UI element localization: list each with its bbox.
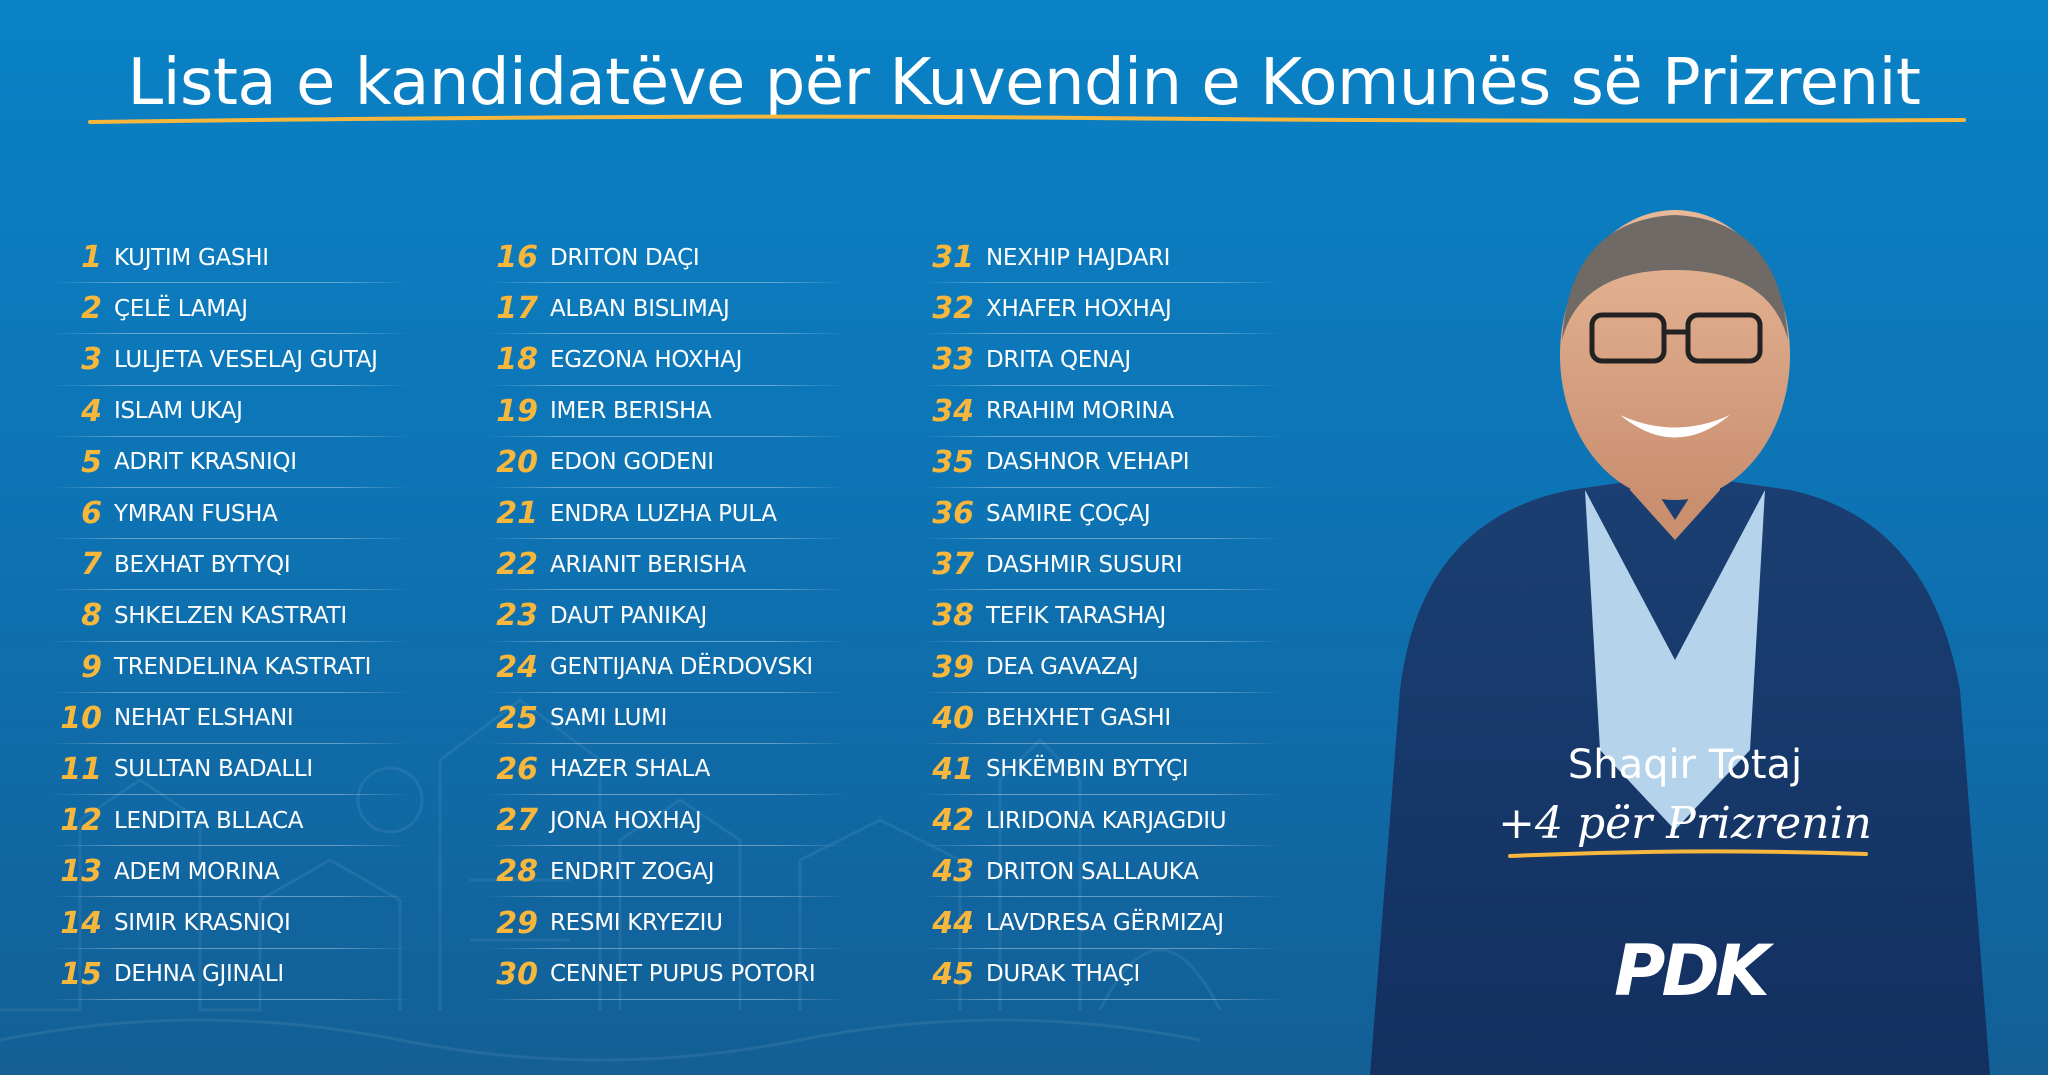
candidate-name-label: DEA GAVAZAJ <box>986 654 1139 681</box>
candidate-number: 36 <box>932 496 974 532</box>
candidate-number: 4 <box>81 393 102 429</box>
title-underline-swoosh <box>88 108 1968 130</box>
candidate-number: 45 <box>932 956 974 992</box>
candidate-row <box>922 693 1282 744</box>
candidate-number: 42 <box>932 803 974 839</box>
candidate-row <box>486 539 846 590</box>
candidate-name-label: HAZER SHALA <box>550 756 711 783</box>
candidate-number: 35 <box>932 444 974 480</box>
candidate-number: 19 <box>496 393 538 429</box>
candidate-number: 31 <box>932 240 974 276</box>
candidate-row <box>486 232 846 283</box>
candidate-name-label: DASHMIR SUSURI <box>986 551 1183 578</box>
candidate-row <box>50 539 410 590</box>
candidate-number: 33 <box>932 342 974 378</box>
candidate-number: 22 <box>496 547 538 583</box>
candidate-row <box>486 283 846 334</box>
candidate-name-label: DRITA QENAJ <box>986 346 1131 373</box>
candidate-row <box>922 488 1282 539</box>
candidate-row <box>50 283 410 334</box>
candidate-name-label: LULJETA VESELAJ GUTAJ <box>114 346 378 373</box>
candidate-number: 40 <box>932 700 974 736</box>
candidate-number: 11 <box>60 751 102 787</box>
candidate-row <box>50 232 410 283</box>
candidate-name-label: ADRIT KRASNIQI <box>114 449 297 476</box>
candidate-number: 44 <box>932 905 974 941</box>
pdk-logo: PDK <box>1614 930 1766 1012</box>
candidate-row <box>50 488 410 539</box>
candidate-name-label: LENDITA BLLACA <box>114 807 304 834</box>
candidate-name-label: DAUT PANIKAJ <box>550 602 707 629</box>
candidate-name-label: DASHNOR VEHAPI <box>986 449 1190 476</box>
candidate-number: 27 <box>496 803 538 839</box>
candidate-row <box>922 334 1282 385</box>
candidate-number: 25 <box>496 700 538 736</box>
candidate-number: 41 <box>932 751 974 787</box>
candidate-name-label: JONA HOXHAJ <box>550 807 702 834</box>
candidate-name-label: RESMI KRYEZIU <box>550 910 723 937</box>
candidate-row <box>486 795 846 846</box>
candidate-name-label: NEHAT ELSHANI <box>114 705 294 732</box>
candidate-name-label: KUJTIM GASHI <box>114 244 269 271</box>
candidate-row <box>922 897 1282 948</box>
candidate-column-2 <box>486 232 846 1000</box>
candidate-number: 10 <box>60 700 102 736</box>
candidate-name-label: ALBAN BISLIMAJ <box>550 295 730 322</box>
campaign-slogan: +4 për Prizrenin <box>1498 798 1872 849</box>
candidate-name-label: LIRIDONA KARJAGDIU <box>986 807 1227 834</box>
candidate-name-label: TRENDELINA KASTRATI <box>114 654 372 681</box>
candidate-name-label: ISLAM UKAJ <box>114 398 243 425</box>
candidate-number: 29 <box>496 905 538 941</box>
candidate-name-label: NEXHIP HAJDARI <box>986 244 1171 271</box>
candidate-row <box>922 642 1282 693</box>
candidate-row <box>486 897 846 948</box>
candidate-name-label: IMER BERISHA <box>550 398 712 425</box>
candidate-row <box>50 795 410 846</box>
candidate-row <box>50 642 410 693</box>
candidate-name-label: BEXHAT BYTYQI <box>114 551 291 578</box>
candidate-name-label: SHKELZEN KASTRATI <box>114 602 347 629</box>
candidate-row <box>486 642 846 693</box>
candidate-row <box>50 846 410 897</box>
candidate-name-label: GENTIJANA DËRDOVSKI <box>550 654 813 681</box>
candidate-number: 3 <box>81 342 102 378</box>
candidate-number: 15 <box>60 956 102 992</box>
candidate-number: 17 <box>496 291 538 327</box>
candidate-name: Shaqir Totaj <box>1567 742 1803 788</box>
candidate-row <box>922 283 1282 334</box>
candidate-name-label: RRAHIM MORINA <box>986 398 1174 425</box>
candidate-row <box>50 897 410 948</box>
candidate-number: 23 <box>496 598 538 634</box>
candidate-number: 7 <box>81 547 102 583</box>
slogan-underline-swoosh <box>1508 846 1868 862</box>
candidate-name-label: EGZONA HOXHAJ <box>550 346 743 373</box>
candidate-number: 39 <box>932 649 974 685</box>
candidate-number: 26 <box>496 751 538 787</box>
candidate-number: 37 <box>932 547 974 583</box>
candidate-column-1 <box>50 232 410 1000</box>
candidate-row <box>486 334 846 385</box>
candidate-row <box>486 846 846 897</box>
candidate-number: 14 <box>60 905 102 941</box>
candidate-name-label: DRITON DAÇI <box>550 244 700 271</box>
candidate-name-label: ENDRIT ZOGAJ <box>550 858 715 885</box>
candidate-row <box>50 590 410 641</box>
candidate-name-label: EDON GODENI <box>550 449 714 476</box>
candidate-row <box>922 590 1282 641</box>
candidate-name-label: SAMI LUMI <box>550 705 668 732</box>
candidate-name-label: ARIANIT BERISHA <box>550 551 746 578</box>
candidate-row <box>50 949 410 1000</box>
candidate-name-label: DRITON SALLAUKA <box>986 858 1199 885</box>
candidate-number: 24 <box>496 649 538 685</box>
candidate-row <box>50 693 410 744</box>
candidate-name-label: LAVDRESA GËRMIZAJ <box>986 910 1224 937</box>
candidate-number: 6 <box>81 496 102 532</box>
candidate-row <box>922 386 1282 437</box>
candidate-number: 30 <box>496 956 538 992</box>
candidate-row <box>922 232 1282 283</box>
candidate-number: 13 <box>60 854 102 890</box>
page-title: Lista e kandidatëve për Kuvendin e Komunës së Prizrenit <box>127 46 1921 120</box>
candidate-number: 18 <box>496 342 538 378</box>
candidate-row <box>922 795 1282 846</box>
candidate-number: 2 <box>81 291 102 327</box>
candidate-number: 12 <box>60 803 102 839</box>
candidate-row <box>50 744 410 795</box>
candidate-row <box>486 590 846 641</box>
candidate-number: 34 <box>932 393 974 429</box>
candidate-name-label: BEHXHET GASHI <box>986 705 1171 732</box>
candidate-row <box>486 949 846 1000</box>
candidate-row <box>922 949 1282 1000</box>
candidate-name-label: XHAFER HOXHAJ <box>986 295 1172 322</box>
candidate-name-label: YMRAN FUSHA <box>114 500 278 527</box>
candidate-number: 28 <box>496 854 538 890</box>
candidate-row <box>922 744 1282 795</box>
candidate-name-label: SIMIR KRASNIQI <box>114 910 291 937</box>
candidate-name-label: SAMIRE ÇOÇAJ <box>986 500 1151 527</box>
candidate-number: 38 <box>932 598 974 634</box>
candidate-row <box>486 693 846 744</box>
candidate-name-label: DEHNA GJINALI <box>114 961 284 988</box>
candidate-number: 9 <box>81 649 102 685</box>
candidate-name-label: DURAK THAÇI <box>986 961 1140 988</box>
candidate-row <box>50 386 410 437</box>
candidate-name-label: ENDRA LUZHA PULA <box>550 500 777 527</box>
candidate-row <box>922 846 1282 897</box>
candidate-row <box>50 437 410 488</box>
candidate-row <box>486 386 846 437</box>
candidate-number: 1 <box>81 240 102 276</box>
candidate-number: 8 <box>81 598 102 634</box>
candidate-number: 16 <box>496 240 538 276</box>
candidate-row <box>486 437 846 488</box>
candidate-name-label: ADEM MORINA <box>114 858 280 885</box>
candidate-name-label: SHKËMBIN BYTYÇI <box>986 756 1189 783</box>
candidate-row <box>922 437 1282 488</box>
candidate-name-label: CENNET PUPUS POTORI <box>550 961 816 988</box>
candidate-number: 21 <box>496 496 538 532</box>
candidate-row <box>50 334 410 385</box>
candidate-number: 43 <box>932 854 974 890</box>
candidate-name-label: ÇELË LAMAJ <box>114 295 248 322</box>
candidate-column-3 <box>922 232 1282 1000</box>
candidate-number: 5 <box>81 444 102 480</box>
candidate-row <box>486 744 846 795</box>
candidate-number: 20 <box>496 444 538 480</box>
candidate-name-label: TEFIK TARASHAJ <box>986 602 1166 629</box>
candidate-name-label: SULLTAN BADALLI <box>114 756 313 783</box>
candidate-row <box>486 488 846 539</box>
candidate-number: 32 <box>932 291 974 327</box>
candidate-row <box>922 539 1282 590</box>
